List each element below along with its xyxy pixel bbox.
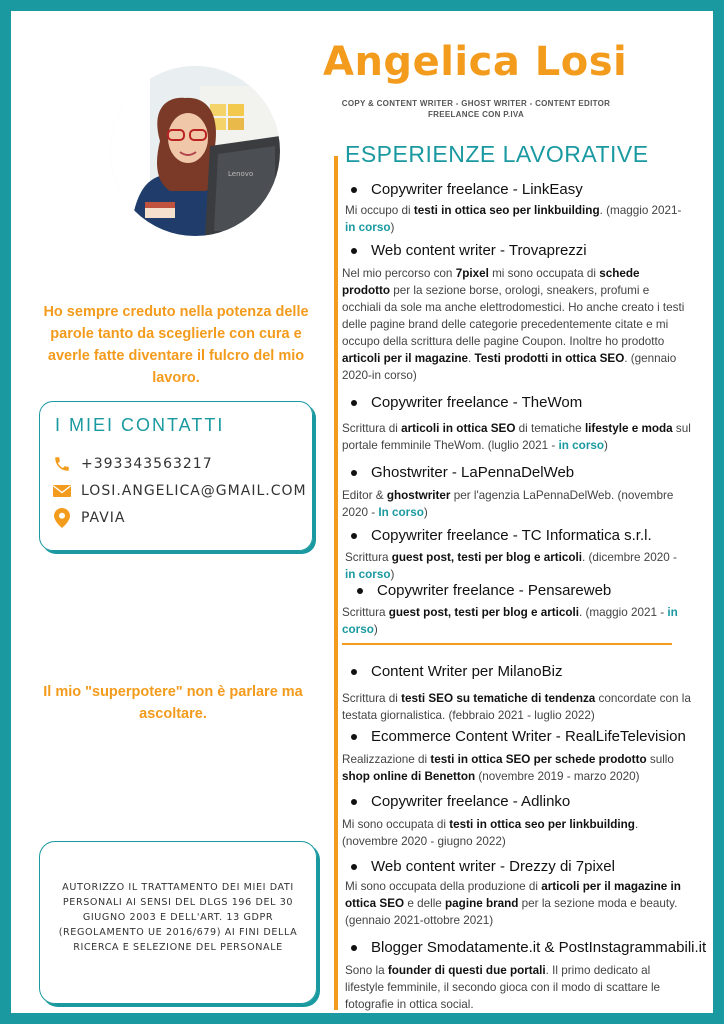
desc-text: . (maggio 2021- (599, 204, 682, 217)
job-title-text: Ghostwriter - LaPennaDelWeb (371, 464, 575, 481)
desc-text: guest post, testi per blog e articoli (391, 551, 583, 564)
job-title-milanobiz (351, 663, 562, 680)
desc-text: pagine brand (445, 897, 519, 910)
job-title-text: Copywriter freelance - LinkEasy (371, 181, 583, 198)
desc-text: 7pixel (455, 267, 489, 280)
desc-text: articoli in ottica SEO (401, 422, 516, 435)
job-desc-lapennadelweb (342, 487, 682, 521)
desc-text: di tematiche (515, 422, 585, 435)
personal-quote: Ho sempre creduto nella potenza delle parole tanto da sceglierle con cura e averle fatte diventare il fulcro del mio lavoro. (43, 304, 309, 386)
job-desc-pensareweb (342, 604, 692, 638)
job-title-trovaprezzi (351, 242, 587, 259)
job-title-thewom (351, 394, 582, 411)
email-row (52, 481, 307, 501)
job-title-blogger (351, 939, 706, 956)
job-desc-tc-informatica (345, 549, 685, 583)
bullet (351, 470, 357, 476)
job-title-reallifetelevision (351, 728, 686, 745)
desc-text: Mi sono occupata della produzione di (345, 880, 542, 893)
bullet (351, 945, 357, 951)
subtitle-line-2: FREELANCE CON P.IVA (427, 110, 525, 119)
job-desc-milanobiz (342, 690, 692, 724)
desc-text: . Il primo dedicato al lifestyle femminile, il secondo gioca con il modo di scattare le fotografie in ottica social. (345, 964, 661, 1011)
desc-text: . (novembre 2020 - giugno 2022) (342, 818, 639, 848)
desc-text: in corso (342, 606, 678, 636)
job-title-text: Content Writer per MilanoBiz (371, 663, 563, 680)
desc-text: ) (373, 623, 378, 636)
desc-text: Mi sono occupata di (342, 818, 450, 831)
bullet (351, 734, 357, 740)
email-address[interactable]: LOSI.ANGELICA@GMAIL.COM (81, 483, 307, 499)
desc-text: sul portale femminile TheWom. (luglio 2021 - (342, 422, 691, 452)
desc-text: sullo (646, 753, 674, 766)
desc-text: Testi prodotti in ottica SEO (474, 352, 625, 365)
desc-text: founder di questi due portali (387, 964, 546, 977)
desc-text: per la sezione borse, orologi, sneakers, profumi e occhiali da sole ma anche elettrodomestici. Ho anche creato i testi delle pagine brand delle categorie precedentemente citate e mi occupo della scrittura delle pagine Coupon. Inoltre ho prodotto (342, 284, 685, 348)
contacts-box (39, 401, 313, 551)
desc-text: Editor & (342, 489, 387, 502)
desc-text: ) (390, 568, 395, 581)
desc-text: guest post, testi per blog e articoli (388, 606, 580, 619)
experience-heading: ESPERIENZE LAVORATIVE (345, 141, 649, 167)
job-desc-linkeasy (345, 202, 685, 236)
city-name: PAVIA (81, 510, 126, 526)
desc-text: Scrittura di (342, 692, 402, 705)
desc-text: In corso (378, 506, 424, 519)
desc-text: e delle (404, 897, 446, 910)
bullet (351, 248, 357, 254)
job-desc-trovaprezzi (342, 265, 687, 384)
bullet (351, 187, 357, 193)
desc-text: (novembre 2019 - marzo 2020) (475, 770, 640, 783)
job-title-linkeasy (351, 181, 583, 198)
job-title-text: Web content writer - Trovaprezzi (371, 242, 587, 259)
job-title-text: Copywriter freelance - TC Informatica s.r.l. (371, 527, 652, 544)
desc-text: lifestyle e moda (584, 422, 673, 435)
desc-text: per l'agenzia LaPennaDelWeb. (novembre 2020 - (342, 489, 674, 519)
location-pin-icon (52, 508, 72, 528)
job-title-text: Copywriter freelance - Pensareweb (377, 582, 612, 599)
desc-text: ) (423, 506, 428, 519)
contacts-title: I MIEI CONTATTI (55, 415, 225, 435)
phone-row (52, 454, 213, 474)
job-title-text: Copywriter freelance - Adlinko (371, 793, 571, 810)
desc-text: testi in ottica SEO per schede prodotto (430, 753, 647, 766)
timeline-divider (334, 156, 338, 1010)
superpower-quote: Il mio "superpotere" non è parlare ma ascoltare. (43, 684, 303, 722)
desc-text: articoli per il magazine in ottica SEO (345, 880, 681, 910)
svg-text:Lenovo: Lenovo (228, 170, 254, 178)
desc-text: schede prodotto (342, 267, 640, 297)
desc-text: . (maggio 2021 - (579, 606, 668, 619)
desc-text: Mi occupo di (345, 204, 414, 217)
profile-photo (110, 66, 280, 236)
job-desc-reallifetelevision (342, 751, 702, 785)
desc-text: . (468, 352, 475, 365)
desc-text: in corso (345, 221, 391, 234)
desc-text: ghostwriter (386, 489, 451, 502)
bullet (357, 588, 363, 594)
job-title-text: Ecommerce Content Writer - RealLifeTelevision (371, 728, 686, 745)
desc-text: testi in ottica seo per linkbuilding (449, 818, 635, 831)
job-title-text: Blogger Smodatamente.it & PostInstagrammabili.it (371, 939, 707, 956)
job-title-lapennadelweb (351, 464, 574, 481)
desc-text: . (gennaio 2020-in corso) (342, 352, 677, 382)
job-desc-adlinko (342, 816, 682, 850)
city-row (52, 508, 126, 528)
job-desc-drezzy (345, 878, 695, 929)
person-name: Angelica Losi (323, 39, 628, 85)
subtitle-line-1: COPY & CONTENT WRITER - GHOST WRITER - CONTENT EDITOR (341, 99, 611, 108)
phone-icon (52, 454, 72, 474)
desc-text: per la sezione moda e beauty. (gennaio 2021-ottobre 2021) (345, 897, 678, 927)
job-title-text: Copywriter freelance - TheWom (371, 394, 583, 411)
job-title-text: Web content writer - Drezzy di 7pixel (371, 858, 615, 875)
job-title-adlinko (351, 793, 570, 810)
job-title-pensareweb (357, 582, 611, 599)
desc-text: Scrittura (345, 551, 392, 564)
bullet (351, 533, 357, 539)
privacy-consent-box (39, 841, 317, 1004)
phone-number[interactable]: +393343563217 (81, 456, 213, 472)
desc-text: . (dicembre 2020 - (582, 551, 677, 564)
desc-text: mi sono occupata di (488, 267, 600, 280)
job-subtitle (323, 98, 629, 120)
desc-text: ) (390, 221, 395, 234)
desc-text: articoli per il magazine (342, 352, 469, 365)
desc-text: Nel mio percorso con (342, 267, 456, 280)
section-divider (342, 643, 672, 645)
bullet (351, 864, 357, 870)
desc-text: testi SEO su tematiche di tendenza (401, 692, 596, 705)
desc-text: ) (604, 439, 608, 452)
privacy-consent-text: AUTORIZZO IL TRATTAMENTO DEI MIEI DATI PERSONALI AI SENSI DEL DLGS 196 DEL 30 GIUGNO 2003 E DELL'ART. 13 GDPR (REGOLAMENTO UE 2016/679) AI FINI DELLA RICERCA E SELEZIONE DEL PERSONALE (58, 882, 298, 953)
bullet (351, 669, 357, 675)
desc-text: Scrittura di (342, 422, 402, 435)
mail-icon (52, 481, 72, 501)
job-title-tc-informatica (351, 527, 652, 544)
desc-text: testi in ottica seo per linkbuilding (413, 204, 600, 217)
desc-text: Realizzazione di (342, 753, 431, 766)
bullet (351, 400, 357, 406)
desc-text: Scrittura (342, 606, 389, 619)
desc-text: shop online di Benetton (342, 770, 476, 783)
job-title-drezzy (351, 858, 615, 875)
job-desc-blogger (345, 962, 690, 1013)
desc-text: in corso (558, 439, 605, 452)
desc-text: Sono la (345, 964, 388, 977)
desc-text: concordate con la testata giornalistica. (febbraio 2021 - luglio 2022) (342, 692, 691, 722)
desc-text: in corso (345, 568, 391, 581)
bullet (351, 799, 357, 805)
job-desc-thewom (342, 420, 692, 454)
